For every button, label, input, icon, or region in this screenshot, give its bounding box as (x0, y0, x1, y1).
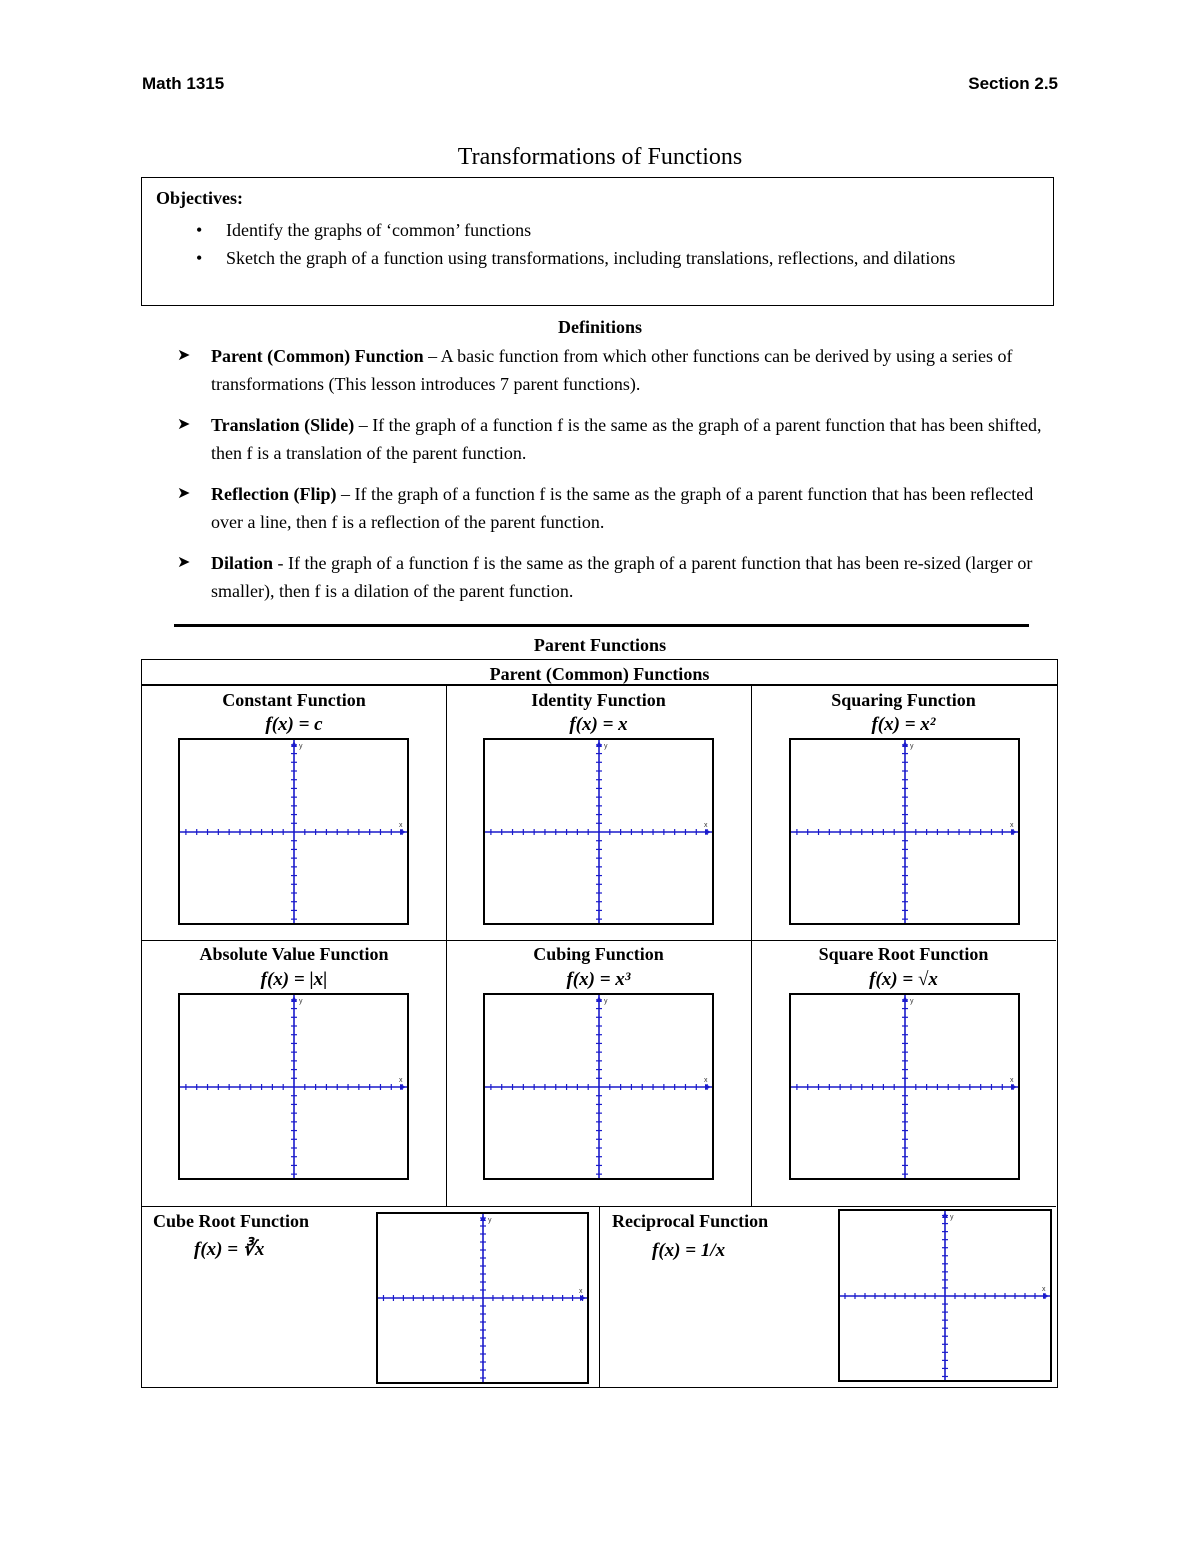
function-name: Square Root Function (818, 944, 989, 964)
axes (378, 1214, 587, 1382)
axes (791, 995, 1018, 1178)
table-divider (599, 1206, 600, 1387)
function-formula: f(x) = x² (871, 714, 936, 735)
definition-term: Reflection (Flip) (211, 484, 337, 504)
function-name: Absolute Value Function (199, 944, 389, 964)
definition-parent-function (177, 342, 1061, 398)
function-formula: f(x) = x (569, 714, 628, 735)
x-arrow-icon (400, 1084, 406, 1090)
y-arrow-icon (291, 741, 297, 747)
coordinate-grid[interactable] (483, 738, 714, 925)
axes (485, 995, 712, 1178)
definition-separator: - (273, 553, 289, 573)
x-arrow-icon (1043, 1293, 1049, 1299)
definition-separator: – (336, 484, 355, 504)
objectives-box (141, 177, 1054, 306)
function-name: Cube Root Function (153, 1211, 310, 1231)
definition-text: If the graph of a function f is the same as the graph of a parent function that has been re-sized (larger or smaller), then f is a dilation of the parent function. (211, 553, 1033, 601)
definition-text: A basic function from which other functions can be derived by using a series of transformations (This lesson introduces 7 parent functions). (211, 346, 1013, 394)
y-arrow-icon (596, 741, 602, 747)
course-label: Math 1315 (142, 74, 225, 93)
function-formula: f(x) = |x| (260, 969, 328, 990)
definition-term: Translation (Slide) (211, 415, 355, 435)
objectives-heading: Objectives: (156, 188, 243, 208)
x-axis-label: x (579, 1288, 583, 1295)
parent-functions-heading: Parent Functions (533, 635, 667, 655)
arrow-bullet-icon: ➤ (177, 485, 191, 502)
section-label: Section 2.5 (968, 74, 1058, 93)
coordinate-grid[interactable] (376, 1212, 589, 1384)
definition-dilation (177, 549, 1061, 605)
axes (485, 740, 712, 923)
arrow-bullet-icon: ➤ (177, 347, 191, 364)
coordinate-grid[interactable] (789, 738, 1020, 925)
definition-separator: – (423, 346, 441, 366)
function-formula: f(x) = x³ (566, 969, 631, 990)
x-axis-label: x (704, 822, 708, 829)
y-axis-label: y (299, 998, 303, 1005)
axes (180, 740, 407, 923)
definition-text: If the graph of a function f is the same as the graph of a parent function that has been shifted, then f is a translation of the parent function. (211, 415, 1042, 463)
y-axis-label: y (604, 998, 608, 1005)
definition-term: Dilation (211, 553, 274, 573)
function-name: Squaring Function (831, 690, 976, 710)
function-name: Identity Function (531, 690, 666, 710)
definition-separator: – (354, 415, 373, 435)
y-arrow-icon (902, 741, 908, 747)
function-name: Constant Function (222, 690, 366, 710)
y-axis-label: y (488, 1217, 492, 1224)
x-axis-label: x (399, 822, 403, 829)
function-name: Reciprocal Function (612, 1211, 769, 1231)
x-arrow-icon (705, 1084, 711, 1090)
function-name: Cubing Function (533, 944, 664, 964)
x-arrow-icon (400, 829, 406, 835)
objective-item: • Sketch the graph of a function using transformations, including translations, reflections, and dilations (226, 244, 1046, 272)
arrow-bullet-icon: ➤ (177, 554, 191, 571)
function-formula: f(x) = √x (869, 969, 938, 990)
objective-item: • Identify the graphs of ‘common’ functions (226, 216, 1046, 244)
function-formula: f(x) = ∛x (194, 1239, 265, 1260)
coordinate-grid[interactable] (178, 993, 409, 1180)
axes (791, 740, 1018, 923)
function-formula: f(x) = 1/x (652, 1240, 726, 1261)
coordinate-grid[interactable] (178, 738, 409, 925)
arrow-bullet-icon: ➤ (177, 416, 191, 433)
y-axis-label: y (910, 743, 914, 750)
axes (840, 1211, 1050, 1380)
coordinate-grid[interactable] (483, 993, 714, 1180)
x-axis-label: x (704, 1077, 708, 1084)
x-axis-label: x (399, 1077, 403, 1084)
definition-text: If the graph of a function f is the same as the graph of a parent function that has been reflected over a line, then f is a reflection of the parent function. (211, 484, 1034, 532)
y-axis-label: y (910, 998, 914, 1005)
y-arrow-icon (596, 996, 602, 1002)
y-arrow-icon (902, 996, 908, 1002)
coordinate-grid[interactable] (789, 993, 1020, 1180)
x-arrow-icon (1011, 829, 1017, 835)
x-arrow-icon (1011, 1084, 1017, 1090)
y-axis-label: y (299, 743, 303, 750)
y-arrow-icon (291, 996, 297, 1002)
coordinate-grid[interactable] (838, 1209, 1052, 1382)
definition-term: Parent (Common) Function (211, 346, 424, 366)
x-axis-label: x (1010, 822, 1014, 829)
x-axis-label: x (1042, 1286, 1046, 1293)
page-title: Transformations of Functions (457, 144, 743, 170)
definition-translation (177, 411, 1061, 467)
definitions-heading: Definitions (557, 317, 642, 337)
objectives-list (142, 216, 1046, 272)
function-formula: f(x) = c (265, 714, 323, 735)
table-divider (142, 940, 1056, 941)
section-divider (174, 624, 1029, 627)
x-arrow-icon (705, 829, 711, 835)
x-axis-label: x (1010, 1077, 1014, 1084)
definition-reflection (177, 480, 1061, 536)
table-heading: Parent (Common) Functions (142, 660, 1057, 686)
parent-functions-table (141, 659, 1058, 1388)
y-axis-label: y (604, 743, 608, 750)
axes (180, 995, 407, 1178)
y-axis-label: y (950, 1214, 954, 1221)
